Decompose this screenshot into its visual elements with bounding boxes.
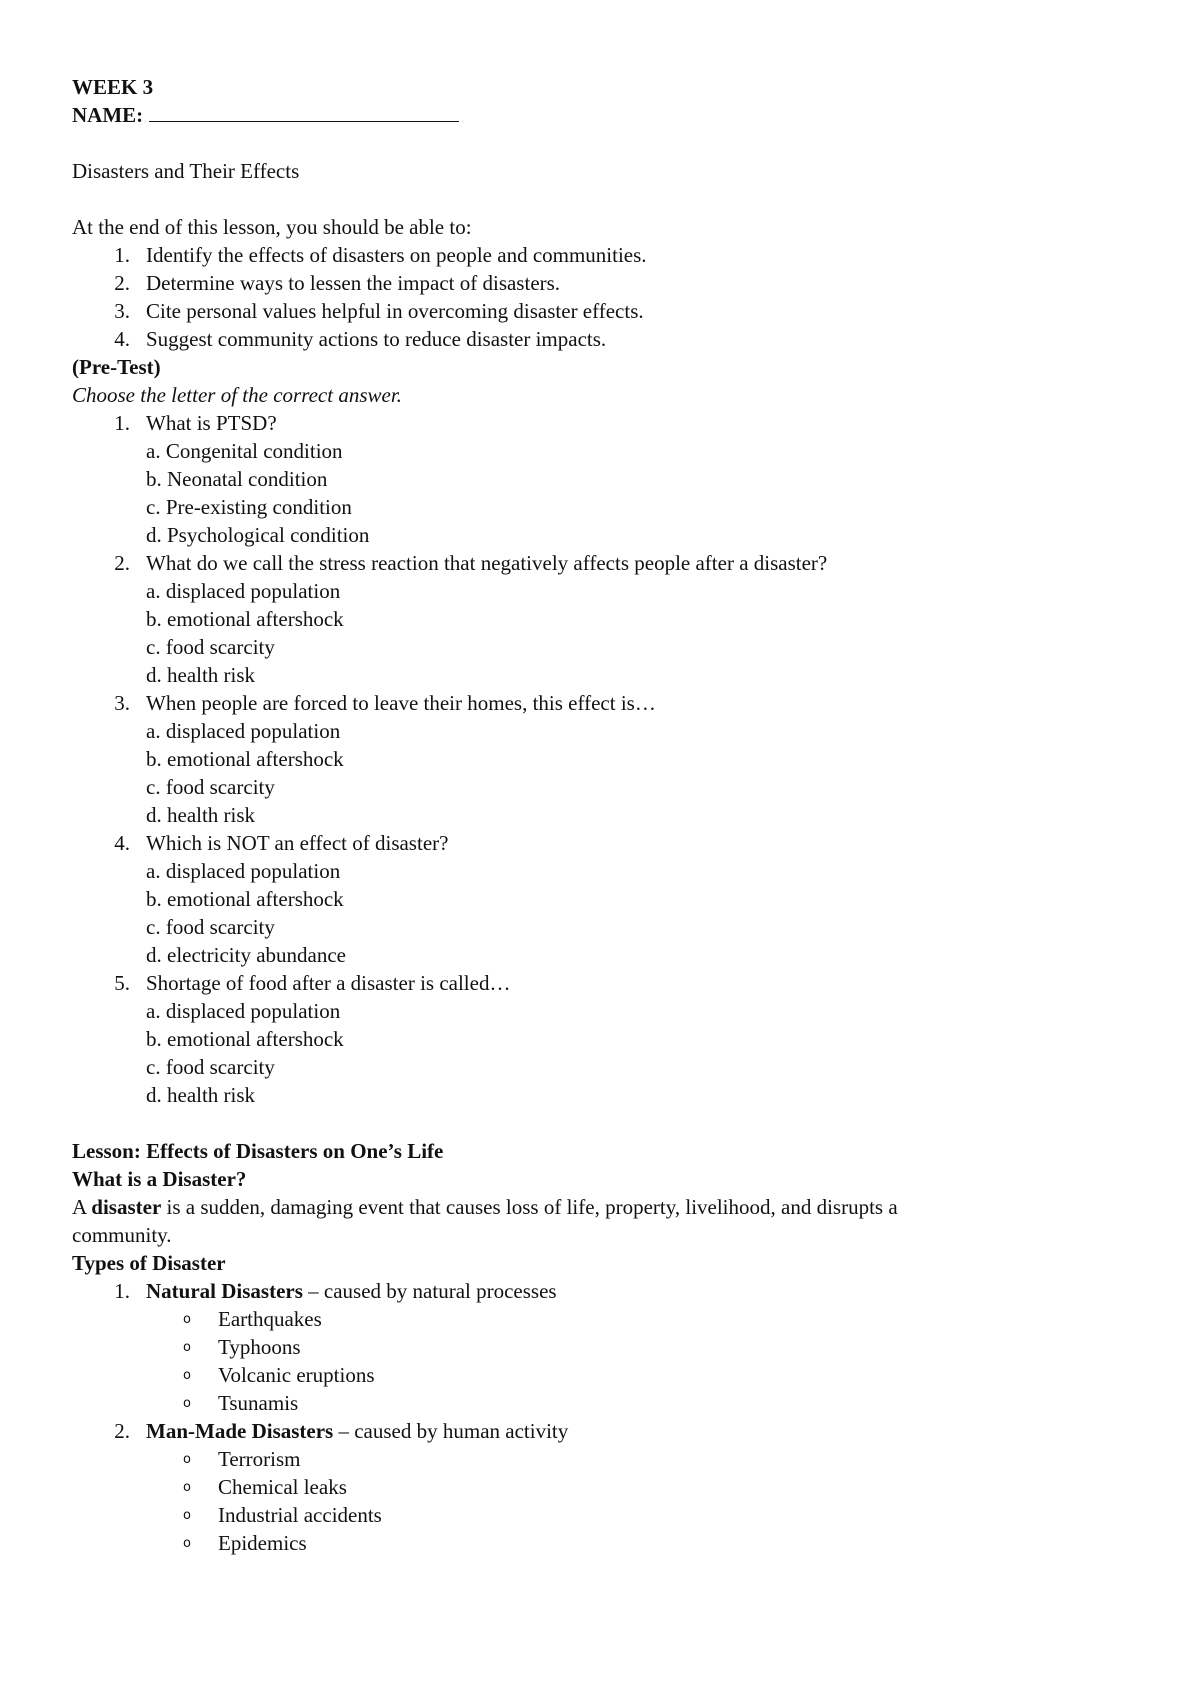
objective-text: Cite personal values helpful in overcoming disaster effects. <box>146 299 644 323</box>
bullet-icon: o <box>183 1452 191 1467</box>
answer-choice: a. displaced population <box>146 999 341 1023</box>
bullet-icon: o <box>183 1508 191 1523</box>
answer-choice: c. food scarcity <box>146 635 275 659</box>
definition-term: disaster <box>91 1195 162 1219</box>
type-name: Natural Disasters <box>146 1279 303 1303</box>
question-number: 2. <box>114 551 130 575</box>
bullet-icon: o <box>183 1536 191 1551</box>
example-item: Volcanic eruptions <box>218 1363 375 1387</box>
answer-choice: b. emotional aftershock <box>146 1027 344 1051</box>
objective-number: 1. <box>114 243 130 267</box>
answer-choice: b. emotional aftershock <box>146 607 344 631</box>
week-label: WEEK 3 <box>72 75 154 99</box>
question-text: What do we call the stress reaction that negatively affects people after a disaster? <box>146 551 828 575</box>
type-name: Man-Made Disasters <box>146 1419 334 1443</box>
bullet-icon: o <box>183 1480 191 1495</box>
question-text: When people are forced to leave their homes, this effect is… <box>146 691 656 715</box>
type-desc: – caused by human activity <box>333 1419 569 1443</box>
question-text: Shortage of food after a disaster is called… <box>146 971 511 995</box>
answer-choice: a. displaced population <box>146 579 341 603</box>
pretest-heading: (Pre-Test) <box>72 355 161 379</box>
answer-choice: b. emotional aftershock <box>146 887 344 911</box>
question-number: 5. <box>114 971 130 995</box>
answer-choice: c. food scarcity <box>146 915 275 939</box>
answer-choice: d. health risk <box>146 1083 256 1107</box>
type-number: 1. <box>114 1279 130 1303</box>
answer-choice: d. health risk <box>146 803 256 827</box>
name-label: NAME: <box>72 103 144 127</box>
answer-choice: d. health risk <box>146 663 256 687</box>
bullet-icon: o <box>183 1312 191 1327</box>
objective-number: 2. <box>114 271 130 295</box>
bullet-icon: o <box>183 1368 191 1383</box>
answer-choice: c. Pre-existing condition <box>146 495 352 519</box>
what-is-heading: What is a Disaster? <box>72 1167 247 1191</box>
objective-number: 4. <box>114 327 130 351</box>
example-item: Typhoons <box>218 1335 301 1359</box>
type-number: 2. <box>114 1419 130 1443</box>
definition-text: is a sudden, damaging event that causes loss of life, property, livelihood, and disrupts a <box>161 1195 898 1219</box>
bullet-icon: o <box>183 1340 191 1355</box>
question-number: 4. <box>114 831 130 855</box>
objective-text: Determine ways to lessen the impact of disasters. <box>146 271 561 295</box>
definition-line <box>72 1193 898 1221</box>
name-blank <box>149 101 459 122</box>
question-text: Which is NOT an effect of disaster? <box>146 831 449 855</box>
type-item <box>146 1277 557 1305</box>
example-item: Chemical leaks <box>218 1475 347 1499</box>
types-heading: Types of Disaster <box>72 1251 226 1275</box>
objective-number: 3. <box>114 299 130 323</box>
pretest-instruction: Choose the letter of the correct answer. <box>72 383 402 407</box>
lesson-heading: Lesson: Effects of Disasters on One’s Life <box>72 1139 444 1163</box>
definition-continued: community. <box>72 1223 172 1247</box>
type-item <box>146 1417 568 1445</box>
answer-choice: d. Psychological condition <box>146 523 370 547</box>
objectives-intro: At the end of this lesson, you should be able to: <box>72 215 472 239</box>
answer-choice: b. emotional aftershock <box>146 747 344 771</box>
example-item: Epidemics <box>218 1531 307 1555</box>
answer-choice: a. displaced population <box>146 719 341 743</box>
definition-prefix: A <box>72 1195 92 1219</box>
example-item: Tsunamis <box>218 1391 299 1415</box>
answer-choice: b. Neonatal condition <box>146 467 328 491</box>
answer-choice: c. food scarcity <box>146 775 275 799</box>
bullet-icon: o <box>183 1396 191 1411</box>
answer-choice: a. displaced population <box>146 859 341 883</box>
name-line <box>72 101 459 129</box>
question-number: 3. <box>114 691 130 715</box>
type-desc: – caused by natural processes <box>302 1279 557 1303</box>
answer-choice: a. Congenital condition <box>146 439 343 463</box>
objective-text: Identify the effects of disasters on people and communities. <box>146 243 647 267</box>
answer-choice: d. electricity abundance <box>146 943 346 967</box>
example-item: Earthquakes <box>218 1307 322 1331</box>
question-number: 1. <box>114 411 130 435</box>
example-item: Industrial accidents <box>218 1503 382 1527</box>
objective-text: Suggest community actions to reduce disaster impacts. <box>146 327 607 351</box>
answer-choice: c. food scarcity <box>146 1055 275 1079</box>
document-title: Disasters and Their Effects <box>72 159 300 183</box>
question-text: What is PTSD? <box>146 411 277 435</box>
example-item: Terrorism <box>218 1447 301 1471</box>
